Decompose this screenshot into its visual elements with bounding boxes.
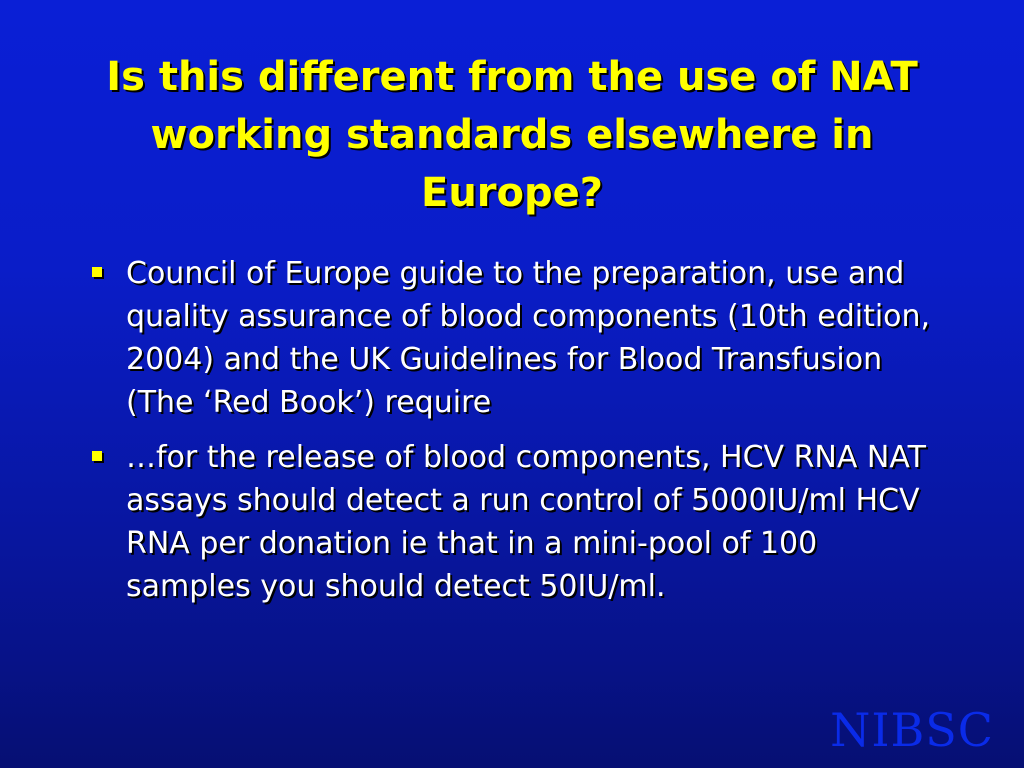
bullet-item: [88, 252, 948, 424]
bullet-text: …for the release of blood components, HCV RNA NAT assays should detect a run control of 5000IU/ml HCV RNA per donation ie that in a mini-pool of 100 samples you should detect 50IU/ml.: [126, 440, 926, 604]
square-bullet-icon: [92, 267, 102, 277]
bullet-text: Council of Europe guide to the preparation, use and quality assurance of blood components (10th edition, 2004) and the UK Guidelines for Blood Transfusion (The ‘Red Book’) require: [126, 256, 931, 420]
slide-title: Is this different from the use of NAT working standards elsewhere in Europe?: [106, 54, 918, 216]
bullet-list: [88, 252, 948, 620]
nibsc-logo: NIBSC: [830, 703, 994, 757]
bullet-item: [88, 436, 948, 608]
square-bullet-icon: [92, 451, 102, 461]
